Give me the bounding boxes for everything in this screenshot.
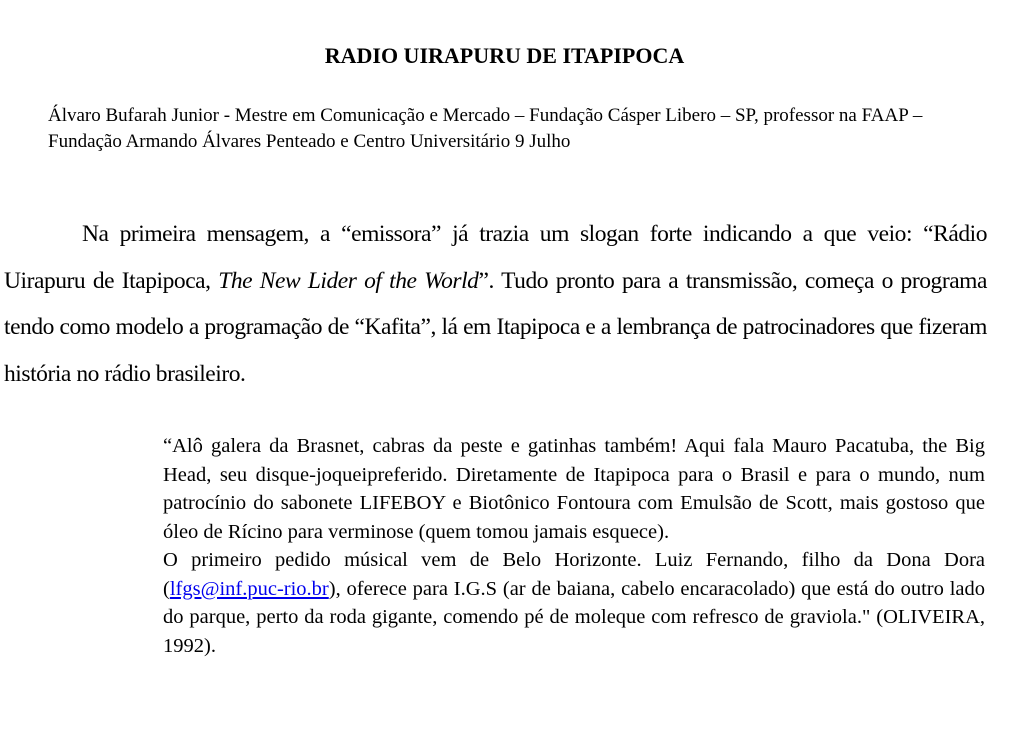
quote-paragraph-2 bbox=[163, 546, 985, 660]
block-quote bbox=[163, 432, 985, 660]
author-affiliation: Álvaro Bufarah Junior - Mestre em Comunicação e Mercado – Fundação Cásper Libero – SP, professor na FAAP – Fundação Armando Álvares Penteado e Centro Universitário 9 Julho bbox=[48, 105, 923, 152]
quote-text-after-link: ), oferece para I.G.S (ar de baiana, cabelo encaracolado) que está do outro lado do parque, perto da roda gigante, comendo pé de moleque com refresco de graviola." (OLIVEIRA, 1992). bbox=[163, 577, 985, 657]
document-title: RADIO UIRAPURU DE ITAPIPOCA bbox=[324, 43, 685, 68]
paragraph-text-start: Na primeira mensagem, a “emissora” já trazia um slogan forte indicando a que veio: “Rádio Uirapuru de Itapipoca, bbox=[4, 221, 987, 294]
body-paragraph bbox=[4, 211, 987, 397]
paragraph-text-end: ”. Tudo pronto para a transmissão, começa o programa tendo como modelo a programação de “Kafita”, lá em Itapipoca e a lembrança de patrocinadores que fizeram história no rádio brasileiro. bbox=[4, 267, 987, 387]
slogan-emphasis: The New Lider of the World bbox=[218, 267, 479, 294]
quote-paragraph-1: “Alô galera da Brasnet, cabras da peste e gatinhas também! Aqui fala Mauro Pacatuba, the Big Head, seu disque-joqueipreferido. Diretamente de Itapipoca para o Brasil e para o mundo, num patrocínio do sabonete LIFEBOY e Biotônico Fontoura com Emulsão de Scott, mais gostoso que óleo de Rícino para verminose (quem tomou jamais esquece). bbox=[163, 435, 985, 543]
email-link[interactable]: lfgs@inf.puc-rio.br bbox=[169, 577, 329, 600]
quote-text-before-link: O primeiro pedido músical vem de Belo Horizonte. Luiz Fernando, filho da Dona Dora ( bbox=[163, 549, 985, 600]
